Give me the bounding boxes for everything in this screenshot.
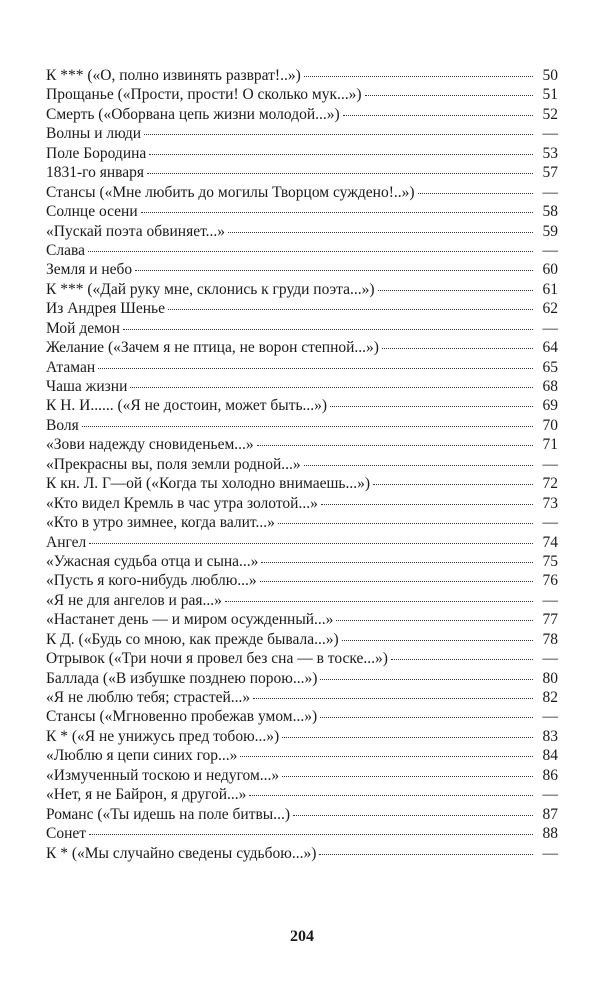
toc-entry-title: «Прекрасны вы, поля земли родной...» <box>46 455 301 473</box>
dot-leader <box>130 387 533 388</box>
toc-entry-page: 59 <box>542 222 558 240</box>
toc-entry <box>46 591 558 610</box>
toc-entry-page: — <box>542 455 558 473</box>
toc-entry-page: 86 <box>542 766 558 784</box>
toc-entry-title: К Д. («Будь со мною, как прежде бывала...») <box>46 630 339 648</box>
dot-leader <box>228 232 533 233</box>
dot-leader <box>278 523 533 524</box>
toc-entry-title: Атаман <box>46 358 96 376</box>
dot-leader <box>282 776 533 777</box>
table-of-contents <box>46 66 558 863</box>
toc-entry-page: 88 <box>542 825 558 843</box>
toc-entry-title: Прощанье («Прости, прости! О сколько мук...») <box>46 86 362 104</box>
toc-entry-title: «Настанет день — и миром осужденный...» <box>46 611 334 629</box>
toc-entry <box>46 183 558 202</box>
toc-entry-title: Чаша жизни <box>46 378 128 395</box>
toc-entry <box>46 474 558 493</box>
toc-entry-page: 84 <box>542 747 558 765</box>
dot-leader <box>225 601 533 602</box>
toc-entry <box>46 727 558 746</box>
toc-entry-page: 62 <box>542 300 558 318</box>
toc-entry <box>46 766 558 785</box>
toc-entry <box>46 222 558 241</box>
dot-leader <box>141 212 533 213</box>
toc-entry-title: Волны и люди <box>46 125 142 143</box>
toc-entry-page: 60 <box>542 261 558 279</box>
toc-entry-page: 74 <box>542 533 558 551</box>
dot-leader <box>82 426 533 427</box>
toc-entry-title: Сонет <box>46 825 87 843</box>
toc-entry <box>46 299 558 318</box>
toc-entry <box>46 124 558 143</box>
toc-entry-page: 57 <box>542 164 558 182</box>
toc-entry-page: 71 <box>542 436 558 454</box>
toc-entry-title: «Кто видел Кремль в час утра золотой...» <box>46 494 318 512</box>
toc-entry <box>46 144 558 163</box>
dot-leader <box>343 115 533 116</box>
dot-leader <box>342 640 533 641</box>
dot-leader <box>391 659 533 660</box>
toc-entry <box>46 785 558 804</box>
toc-entry-page: — <box>542 591 558 609</box>
toc-entry-page: — <box>542 183 558 201</box>
toc-entry <box>46 202 558 221</box>
dot-leader <box>293 815 533 816</box>
toc-entry <box>46 824 558 843</box>
toc-entry-page: 50 <box>542 67 558 84</box>
toc-entry <box>46 338 558 357</box>
dot-leader <box>249 795 533 796</box>
toc-entry <box>46 358 558 377</box>
dot-leader <box>304 465 533 466</box>
toc-entry-title: «Кто в утро зимнее, когда валит...» <box>46 514 275 532</box>
toc-entry <box>46 241 558 260</box>
toc-entry-title: Солнце осени <box>46 203 138 221</box>
toc-entry-page: 52 <box>542 105 558 123</box>
dot-leader <box>123 329 533 330</box>
dot-leader <box>89 543 533 544</box>
dot-leader <box>168 309 533 310</box>
toc-entry-title: К кн. Л. Г—ой («Когда ты холодно внимаешь...») <box>46 475 371 493</box>
dot-leader <box>240 756 533 757</box>
toc-entry <box>46 260 558 279</box>
toc-entry <box>46 707 558 726</box>
toc-entry-page: — <box>542 650 558 668</box>
dot-leader <box>147 173 533 174</box>
dot-leader <box>365 95 533 96</box>
toc-entry-page: 61 <box>542 280 558 298</box>
toc-entry-title: Ангел <box>46 533 87 551</box>
dot-leader <box>88 251 533 252</box>
toc-entry-page: 78 <box>542 630 558 648</box>
page-number: 204 <box>290 928 314 945</box>
dot-leader <box>321 504 533 505</box>
toc-entry-page: 58 <box>542 203 558 221</box>
toc-entry <box>46 552 558 571</box>
toc-entry-title: К Н. И...... («Я не достоин, может быть...») <box>46 397 328 415</box>
toc-entry <box>46 416 558 435</box>
toc-entry <box>46 630 558 649</box>
toc-entry-page: 65 <box>542 358 558 376</box>
toc-entry-title: «Я не люблю тебя; страстей...» <box>46 689 251 706</box>
toc-entry <box>46 669 558 688</box>
toc-entry-page: 72 <box>542 475 558 493</box>
toc-entry-title: Поле Бородина <box>46 144 147 162</box>
toc-entry-page: 76 <box>542 572 558 590</box>
toc-entry <box>46 610 558 629</box>
dot-leader <box>89 834 533 835</box>
toc-entry-page: — <box>542 786 558 804</box>
dot-leader <box>320 679 533 680</box>
toc-entry-page: 53 <box>542 144 558 162</box>
toc-entry-title: Отрывок («Три ночи я провел без сна — в тоске...») <box>46 650 388 668</box>
toc-entry-title: «Ужасная судьба отца и сына...» <box>46 552 259 570</box>
toc-entry-page: 80 <box>542 669 558 687</box>
toc-entry <box>46 805 558 824</box>
toc-entry <box>46 280 558 299</box>
toc-entry-page: 83 <box>542 727 558 745</box>
toc-entry-title: К * («Я не унижусь пред тобою...») <box>46 727 280 745</box>
dot-leader <box>418 193 533 194</box>
toc-entry-title: Желание («Зачем я не птица, не ворон степной...») <box>46 339 379 357</box>
toc-entry <box>46 85 558 104</box>
toc-entry-page: — <box>542 708 558 726</box>
toc-entry-title: Баллада («В избушке позднею порою...») <box>46 669 318 687</box>
dot-leader <box>253 698 533 699</box>
toc-entry-title: «Зови надежду сновиденьем...» <box>46 436 254 454</box>
toc-entry-page: — <box>542 241 558 259</box>
toc-entry <box>46 746 558 765</box>
dot-leader <box>135 270 533 271</box>
toc-entry-title: «Измученный тоскою и недугом...» <box>46 766 280 784</box>
toc-entry-title: Земля и небо <box>46 261 133 279</box>
toc-entry-page: 68 <box>542 378 558 395</box>
toc-entry-page: 64 <box>542 339 558 357</box>
toc-entry-title: «Люблю я цепи синих гор...» <box>46 747 238 765</box>
toc-entry-title: К *** («Дай руку мне, склонись к груди поэта...») <box>46 280 375 298</box>
toc-entry-title: Стансы («Мне любить до могилы Творцом суждено!..») <box>46 183 415 201</box>
toc-entry-title: К *** («О, полно извинять разврат!..») <box>46 67 301 84</box>
toc-entry <box>46 571 558 590</box>
toc-entry-title: «Я не для ангелов и рая...» <box>46 591 222 609</box>
dot-leader <box>282 737 533 738</box>
toc-entry-page: 75 <box>542 552 558 570</box>
dot-leader <box>320 717 533 718</box>
toc-entry <box>46 494 558 513</box>
toc-entry-title: Романс («Ты идешь на поле битвы...) <box>46 805 291 823</box>
toc-entry <box>46 435 558 454</box>
dot-leader <box>304 76 533 77</box>
dot-leader <box>260 581 533 582</box>
toc-entry <box>46 163 558 182</box>
toc-entry-page: 51 <box>542 86 558 104</box>
toc-entry-page: — <box>542 844 558 862</box>
toc-entry-title: «Нет, я не Байрон, я другой...» <box>46 786 247 804</box>
toc-entry-title: Слава <box>46 241 85 259</box>
dot-leader <box>373 484 533 485</box>
toc-entry <box>46 319 558 338</box>
toc-entry <box>46 455 558 474</box>
toc-entry-title: 1831-го января <box>46 164 145 182</box>
toc-entry-title: Стансы («Мгновенно пробежав умом...») <box>46 708 318 726</box>
toc-entry-title: «Пускай поэта обвиняет...» <box>46 222 226 240</box>
toc-entry-page: 70 <box>542 416 558 434</box>
dot-leader <box>330 406 533 407</box>
toc-entry-page: 87 <box>542 805 558 823</box>
toc-entry <box>46 649 558 668</box>
dot-leader <box>144 134 533 135</box>
toc-entry-page: 77 <box>542 611 558 629</box>
toc-entry <box>46 688 558 707</box>
dot-leader <box>319 854 533 855</box>
dot-leader <box>98 368 533 369</box>
toc-entry-title: Из Андрея Шенье <box>46 300 165 318</box>
dot-leader <box>378 290 533 291</box>
dot-leader <box>382 348 533 349</box>
toc-entry <box>46 513 558 532</box>
toc-entry <box>46 66 558 85</box>
toc-entry-page: — <box>542 319 558 337</box>
toc-entry-title: К * («Мы случайно сведены судьбою...») <box>46 844 317 862</box>
toc-entry-page: 69 <box>542 397 558 415</box>
toc-entry-title: Мой демон <box>46 319 120 337</box>
dot-leader <box>149 154 533 155</box>
dot-leader <box>261 562 533 563</box>
toc-entry-page: — <box>542 514 558 532</box>
toc-entry <box>46 396 558 415</box>
toc-entry <box>46 844 558 863</box>
dot-leader <box>257 445 533 446</box>
toc-entry-title: Воля <box>46 416 79 434</box>
dot-leader <box>336 620 533 621</box>
toc-entry-title: «Пусть я кого-нибудь люблю...» <box>46 572 257 590</box>
toc-entry-page: 73 <box>542 494 558 512</box>
toc-entry-title: Смерть («Оборвана цепь жизни молодой...») <box>46 105 340 123</box>
toc-entry <box>46 533 558 552</box>
toc-entry-page: — <box>542 125 558 143</box>
toc-entry <box>46 105 558 124</box>
toc-entry <box>46 377 558 396</box>
toc-entry-page: 82 <box>542 689 558 706</box>
